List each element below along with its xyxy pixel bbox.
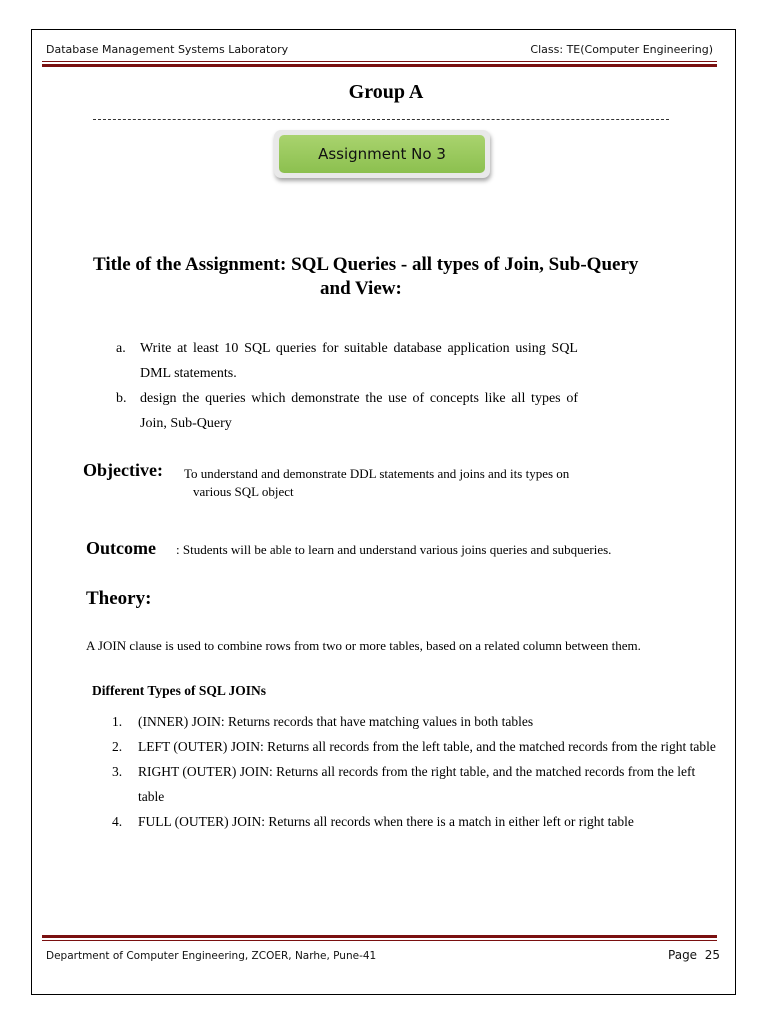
assignment-title-line1: Title of the Assignment: SQL Queries - all types of Join, Sub-Query	[93, 254, 639, 275]
objective-text-line1: To understand and demonstrate DDL statements and joins and its types on	[184, 466, 570, 481]
assignment-title-line2: and View:	[320, 278, 402, 299]
joins-heading: Different Types of SQL JOINs	[92, 683, 267, 698]
list-text: (INNER) JOIN: Returns records that have matching values in both tables	[138, 714, 534, 729]
task-item	[116, 336, 578, 386]
footer-rule-thick	[42, 935, 717, 938]
header-rule-thin	[42, 61, 717, 62]
group-title: Group A	[348, 81, 424, 103]
task-text: Write at least 10 SQL queries for suitable database application using SQL DML statements.	[140, 341, 578, 381]
list-item	[112, 734, 722, 759]
join-types-list	[112, 709, 722, 834]
page-label: Page	[668, 948, 698, 962]
list-text: LEFT (OUTER) JOIN: Returns all records from the left table, and the matched records from the right table	[138, 739, 716, 754]
task-item	[116, 386, 578, 436]
task-list	[116, 336, 578, 436]
outcome-text: : Students will be able to learn and understand various joins queries and subqueries.	[176, 542, 612, 557]
list-item	[112, 759, 722, 809]
page-number	[668, 948, 720, 962]
list-item	[112, 709, 722, 734]
header-class: Class: TE(Computer Engineering)	[530, 43, 713, 56]
task-text: design the queries which demonstrate the use of concepts like all types of Join, Sub-Query	[140, 391, 578, 431]
assignment-badge	[274, 130, 490, 178]
outcome-heading: Outcome	[86, 538, 156, 558]
task-marker: a.	[116, 341, 126, 356]
objective-heading: Objective:	[83, 460, 163, 480]
dashed-divider	[93, 119, 669, 120]
header-course-name: Database Management Systems Laboratory	[46, 43, 289, 56]
list-number: 3.	[112, 764, 123, 779]
list-number: 1.	[112, 714, 123, 729]
theory-heading: Theory:	[86, 588, 152, 609]
task-marker: b.	[116, 391, 127, 406]
list-text: FULL (OUTER) JOIN: Returns all records when there is a match in either left or right table	[138, 814, 634, 829]
objective-text-line2: various SQL object	[193, 484, 294, 499]
list-item	[112, 809, 722, 834]
list-number: 4.	[112, 814, 123, 829]
footer-department: Department of Computer Engineering, ZCOER, Narhe, Pune-41	[46, 950, 377, 962]
header-rule-thick	[42, 64, 717, 67]
list-number: 2.	[112, 739, 123, 754]
footer-rule-thin	[42, 940, 717, 941]
page-number-value: 25	[704, 948, 720, 962]
list-text: RIGHT (OUTER) JOIN: Returns all records from the right table, and the matched records from the left table	[138, 764, 696, 804]
assignment-label: Assignment No 3	[279, 135, 485, 173]
theory-paragraph: A JOIN clause is used to combine rows from two or more tables, based on a related column between them.	[86, 638, 641, 653]
